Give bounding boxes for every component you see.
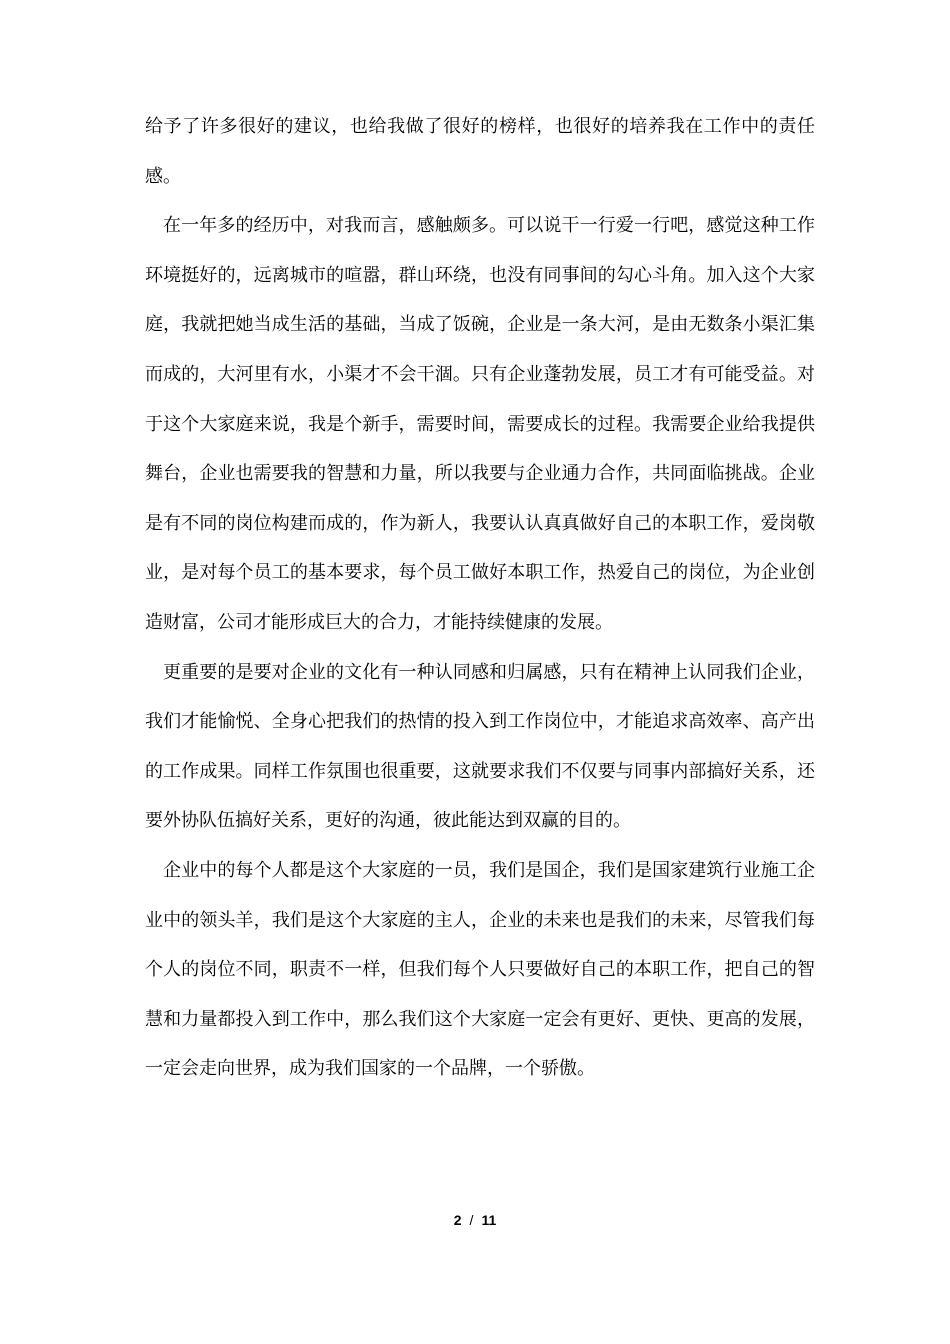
paragraph-continued: 给予了许多很好的建议，也给我做了很好的榜样，也很好的培养我在工作中的责任感。 [145, 116, 815, 187]
total-page-count: 11 [481, 1212, 497, 1228]
paragraph: 企业中的每个人都是这个大家庭的一员，我们是国企，我们是国家建筑行业施工企业中的领头羊，我们是这个大家庭的主人，企业的未来也是我们的未来，尽管我们每个人的岗位不同，职责不一样，但我们每个人只要做好自己的本职工作，把自己的智慧和力量都投入到工作中，那么我们这个大家庭一定会有更好、更快、更高的发展，一定会走向世界，成为我们国家的一个品牌，一个骄傲。 [145, 859, 815, 1080]
current-page-number: 2 [453, 1212, 462, 1228]
paragraph: 在一年多的经历中，对我而言，感触颇多。可以说干一行爱一行吧，感觉这种工作环境挺好的，远离城市的喧嚣，群山环绕，也没有同事间的勾心斗角。加入这个大家庭，我就把她当成生活的基础，当成了饭碗，企业是一条大河，是由无数条小渠汇集而成的，大河里有水，小渠才不会干涸。只有企业蓬勃发展，员工才有可能受益。对于这个大家庭来说，我是个新手，需要时间，需要成长的过程。我需要企业给我提供舞台，企业也需要我的智慧和力量，所以我要与企业通力合作，共同面临挑战。企业是有不同的岗位构建而成的，作为新人，我要认认真真做好自己的本职工作，爱岗敬业，是对每个员工的基本要求，每个员工做好本职工作，热爱自己的岗位，为企业创造财富，公司才能形成巨大的合力，才能持续健康的发展。 [145, 215, 815, 633]
page-separator: / [469, 1212, 474, 1228]
document-body [145, 102, 815, 1094]
paragraph: 更重要的是要对企业的文化有一种认同感和归属感，只有在精神上认同我们企业，我们才能愉悦、全身心把我们的热情的投入到工作岗位中，才能追求高效率、高产出的工作成果。同样工作氛围也很重要，这就要求我们不仅要与同事内部搞好关系，还要外协队伍搞好关系，更好的沟通，彼此能达到双赢的目的。 [145, 661, 815, 832]
page-number-footer [0, 1212, 950, 1228]
